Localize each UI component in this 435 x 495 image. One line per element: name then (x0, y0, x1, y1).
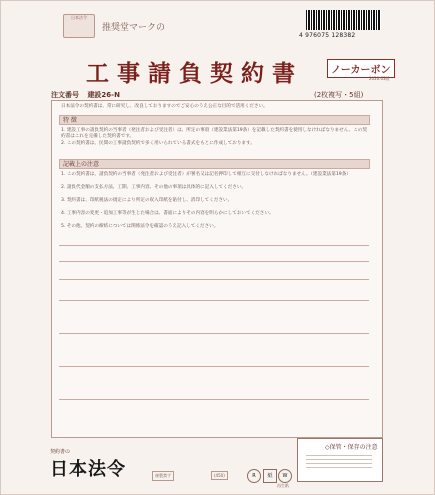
section-divider (59, 245, 369, 246)
intro-text: 日本法令の契約書は、常に研究し、改良しておりますのでご安心のうえ公正な目的で活用ください。 (61, 104, 268, 109)
order-label: 注文番号 (51, 91, 79, 99)
brand-block (50, 448, 126, 481)
version-code: 2020.03版 (369, 76, 390, 81)
copyright-badge: 複製禁ず (152, 471, 174, 481)
copies-note: (2枚複写・5組) (314, 91, 364, 99)
note-paragraph-3: 3. 契約書は、印紙税法の規定により所定の収入印紙を貼付し、消印してください。 (61, 198, 233, 203)
note-paragraph-4: 4. 工事内容の変更・追加工事等が生じた場合は、書面によりその内容を明らかにしておいてください。 (61, 211, 274, 216)
document-title: 工事請負契約書 (86, 60, 303, 87)
logo-text: 日本法令 (71, 15, 87, 20)
shop-code-badge: (450) (211, 471, 228, 480)
feature-section-title: 特 徴 (59, 115, 370, 125)
brand-caption: 契約書の (50, 449, 71, 455)
feature-paragraph-1: 1. 建設工事の請負契約の当事者（発注者および受注者）は、所定の事項（建設業法第19条）を記載した契約書を使用しなければなりません。この契約書はこれを完備した契約書です。 (61, 128, 367, 139)
brand-name: 日本法令 (50, 459, 126, 480)
note-paragraph-1: 1. この契約書は、請負契約の当事者（発注者および受注者）が署名又は記名押印して相互に交付しなければなりません。（建設業法第19条） (61, 172, 351, 177)
recycle-icon: R (247, 469, 261, 483)
order-info (51, 90, 126, 100)
section-divider (59, 261, 369, 262)
section-divider (59, 399, 369, 400)
carbon-badge: ノーカーボン (327, 59, 395, 78)
recycled-paper-label: 再生紙 (277, 483, 289, 488)
note-paragraph-2: 2. 請負代金額の支払方法、工期、工事内容、その他の事項は具体的に記入してください。 (61, 185, 247, 190)
paper-icon: 紙 (263, 469, 277, 483)
feature-paragraph-2: 2. この契約書は、民間の工事請負契約で多く用いられている書式をもとに作成しております。 (61, 141, 255, 146)
recommendation-label: 推奨堂マークの (102, 23, 166, 33)
section-divider (59, 366, 369, 367)
section-divider (59, 333, 369, 334)
section-divider (59, 300, 369, 301)
company-logo (63, 14, 95, 38)
water-mark-icon: W (278, 469, 292, 483)
note-paragraph-5: 5. その他、契約の締結については関係法令を確認のうえ記入してください。 (61, 224, 219, 229)
storage-notice-title: ◇保管・保存の注意 (325, 444, 378, 451)
instruction-sheet (51, 100, 383, 438)
order-code: 建設26-N (87, 91, 120, 99)
notes-section-title: 記載上の注意 (59, 159, 370, 169)
storage-notice-lines (306, 452, 372, 470)
barcode-image (306, 10, 381, 30)
barcode-number: 4 976075 128382 (299, 32, 356, 39)
section-divider (59, 279, 369, 280)
